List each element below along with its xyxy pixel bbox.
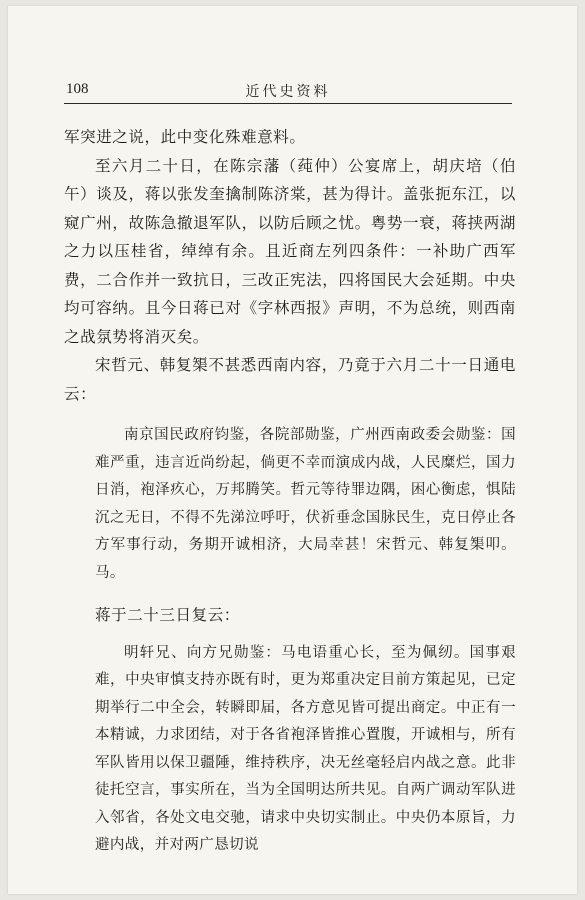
book-page: [8, 6, 577, 894]
page-number: 108: [66, 81, 89, 97]
running-title: 近代史资料: [245, 84, 331, 100]
paragraph: 宋哲元、韩复榘不甚悉西南内容，乃竟于六月二十一日通电云：: [64, 356, 516, 403]
page-header: [64, 81, 512, 104]
quoted-telegram: 南京国民政府钧鉴，各院部勋鉴，广州西南政委会勋鉴：国难严重，违言近尚纷起，倘更不幸而演成内战，人民糜烂，国力日消，袍泽疚心，万邦腾笑。哲元等待罪边隅，困心衡虑，惧陆沉之无日，不得不先涕泣呼吁，伏祈垂念国脉民生，克日停止各方军事行动，务期开诚相济，大局幸甚！宋哲元、韩复榘叩。马。: [95, 427, 516, 581]
body-text: [64, 123, 516, 874]
paragraph-continuation: 军突进之说，此中变化殊难意料。: [64, 128, 306, 146]
paragraph: 至六月二十日，在陈宗藩（莼仲）公宴席上，胡庆培（伯午）谈及，蒋以张发奎擒制陈济棠，甚为得计。盖张扼东江，以窥广州，故陈急撤退军队，以防后顾之忧。粤势一衰，蒋挟两湖之力以压桂省，绰绰有余。且近商左列四条件：一补助广西军费，二合作并一致抗日，三改正宪法，四将国民大会延期。中央均可容纳。且今日蒋已对《字林西报》声明，不为总统，则西南之战氛势将消灭矣。: [64, 156, 516, 346]
quoted-telegram: 明轩兄、向方兄勋鉴：马电语重心长，至为佩纫。国事艰难，中央审慎支持亦既有时，更为郑重决定目前方策起见，已定期举行二中全会，转瞬即届，各方意见皆可提出商定。中正有一本精诚，力求团结，对于各省袍泽皆推心置腹，开诚相与，所有军队皆用以保卫疆陲，维持秩序，决无丝毫轻启内战之意。此非徒托空言，事实所在，当为全国明达所共见。自两广调动军队进入邻省，各处文电交驰，请求中央切实制止。中央仍本原旨，力避内战，并对两广恳切说: [95, 644, 516, 853]
paragraph: 蒋于二十三日复云：: [95, 606, 240, 624]
